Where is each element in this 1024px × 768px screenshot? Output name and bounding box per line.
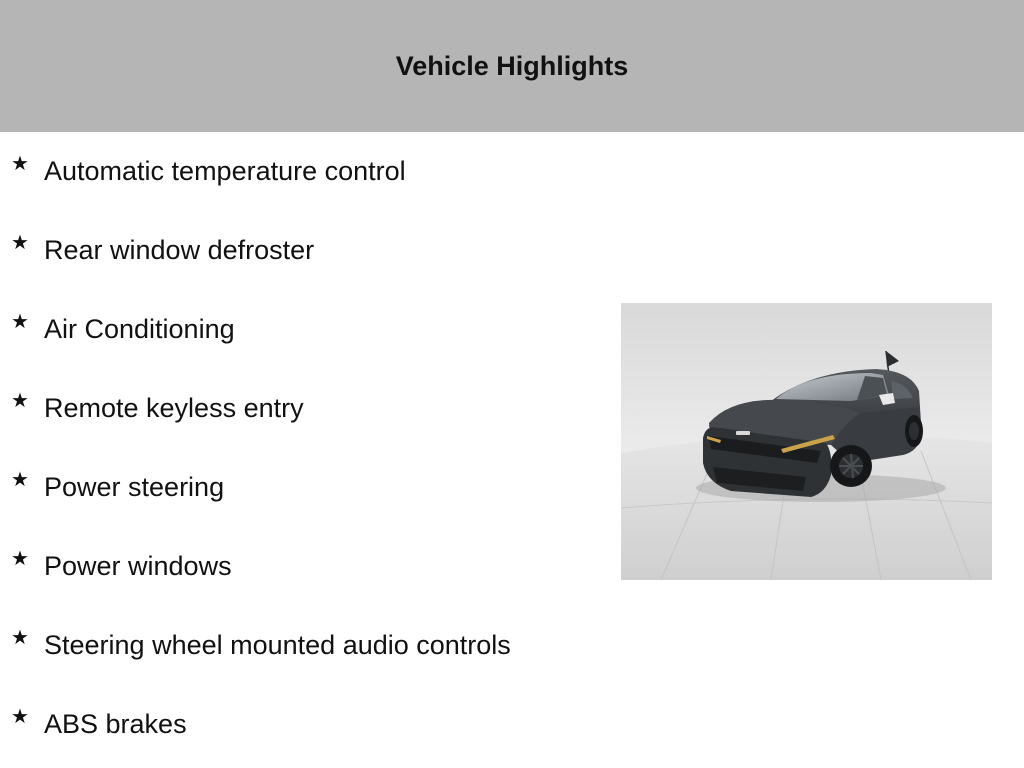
feature-label: Power windows (44, 551, 232, 581)
star-icon: ★ (11, 627, 29, 649)
page-header (0, 0, 1024, 132)
feature-label: Air Conditioning (44, 314, 235, 344)
star-icon: ★ (11, 153, 29, 175)
vehicle-photo (621, 303, 992, 580)
star-icon: ★ (11, 390, 29, 412)
star-icon: ★ (11, 469, 29, 491)
feature-item (0, 290, 600, 369)
feature-label: Power steering (44, 472, 225, 502)
feature-item (0, 606, 600, 685)
feature-item (0, 369, 600, 448)
feature-label: Remote keyless entry (44, 393, 304, 423)
feature-label: ABS brakes (44, 709, 187, 739)
feature-item (0, 132, 600, 211)
feature-label: Automatic temperature control (44, 156, 406, 186)
feature-label: Rear window defroster (44, 235, 315, 265)
feature-item (0, 211, 600, 290)
feature-item (0, 527, 600, 606)
feature-label: Steering wheel mounted audio controls (44, 630, 511, 660)
star-icon: ★ (11, 311, 29, 333)
star-icon: ★ (11, 548, 29, 570)
feature-item (0, 685, 600, 764)
car-illustration (621, 303, 992, 580)
star-icon: ★ (11, 232, 29, 254)
feature-item (0, 448, 600, 527)
feature-list (0, 132, 600, 764)
page-title: Vehicle Highlights (395, 50, 629, 81)
star-icon: ★ (11, 706, 29, 728)
